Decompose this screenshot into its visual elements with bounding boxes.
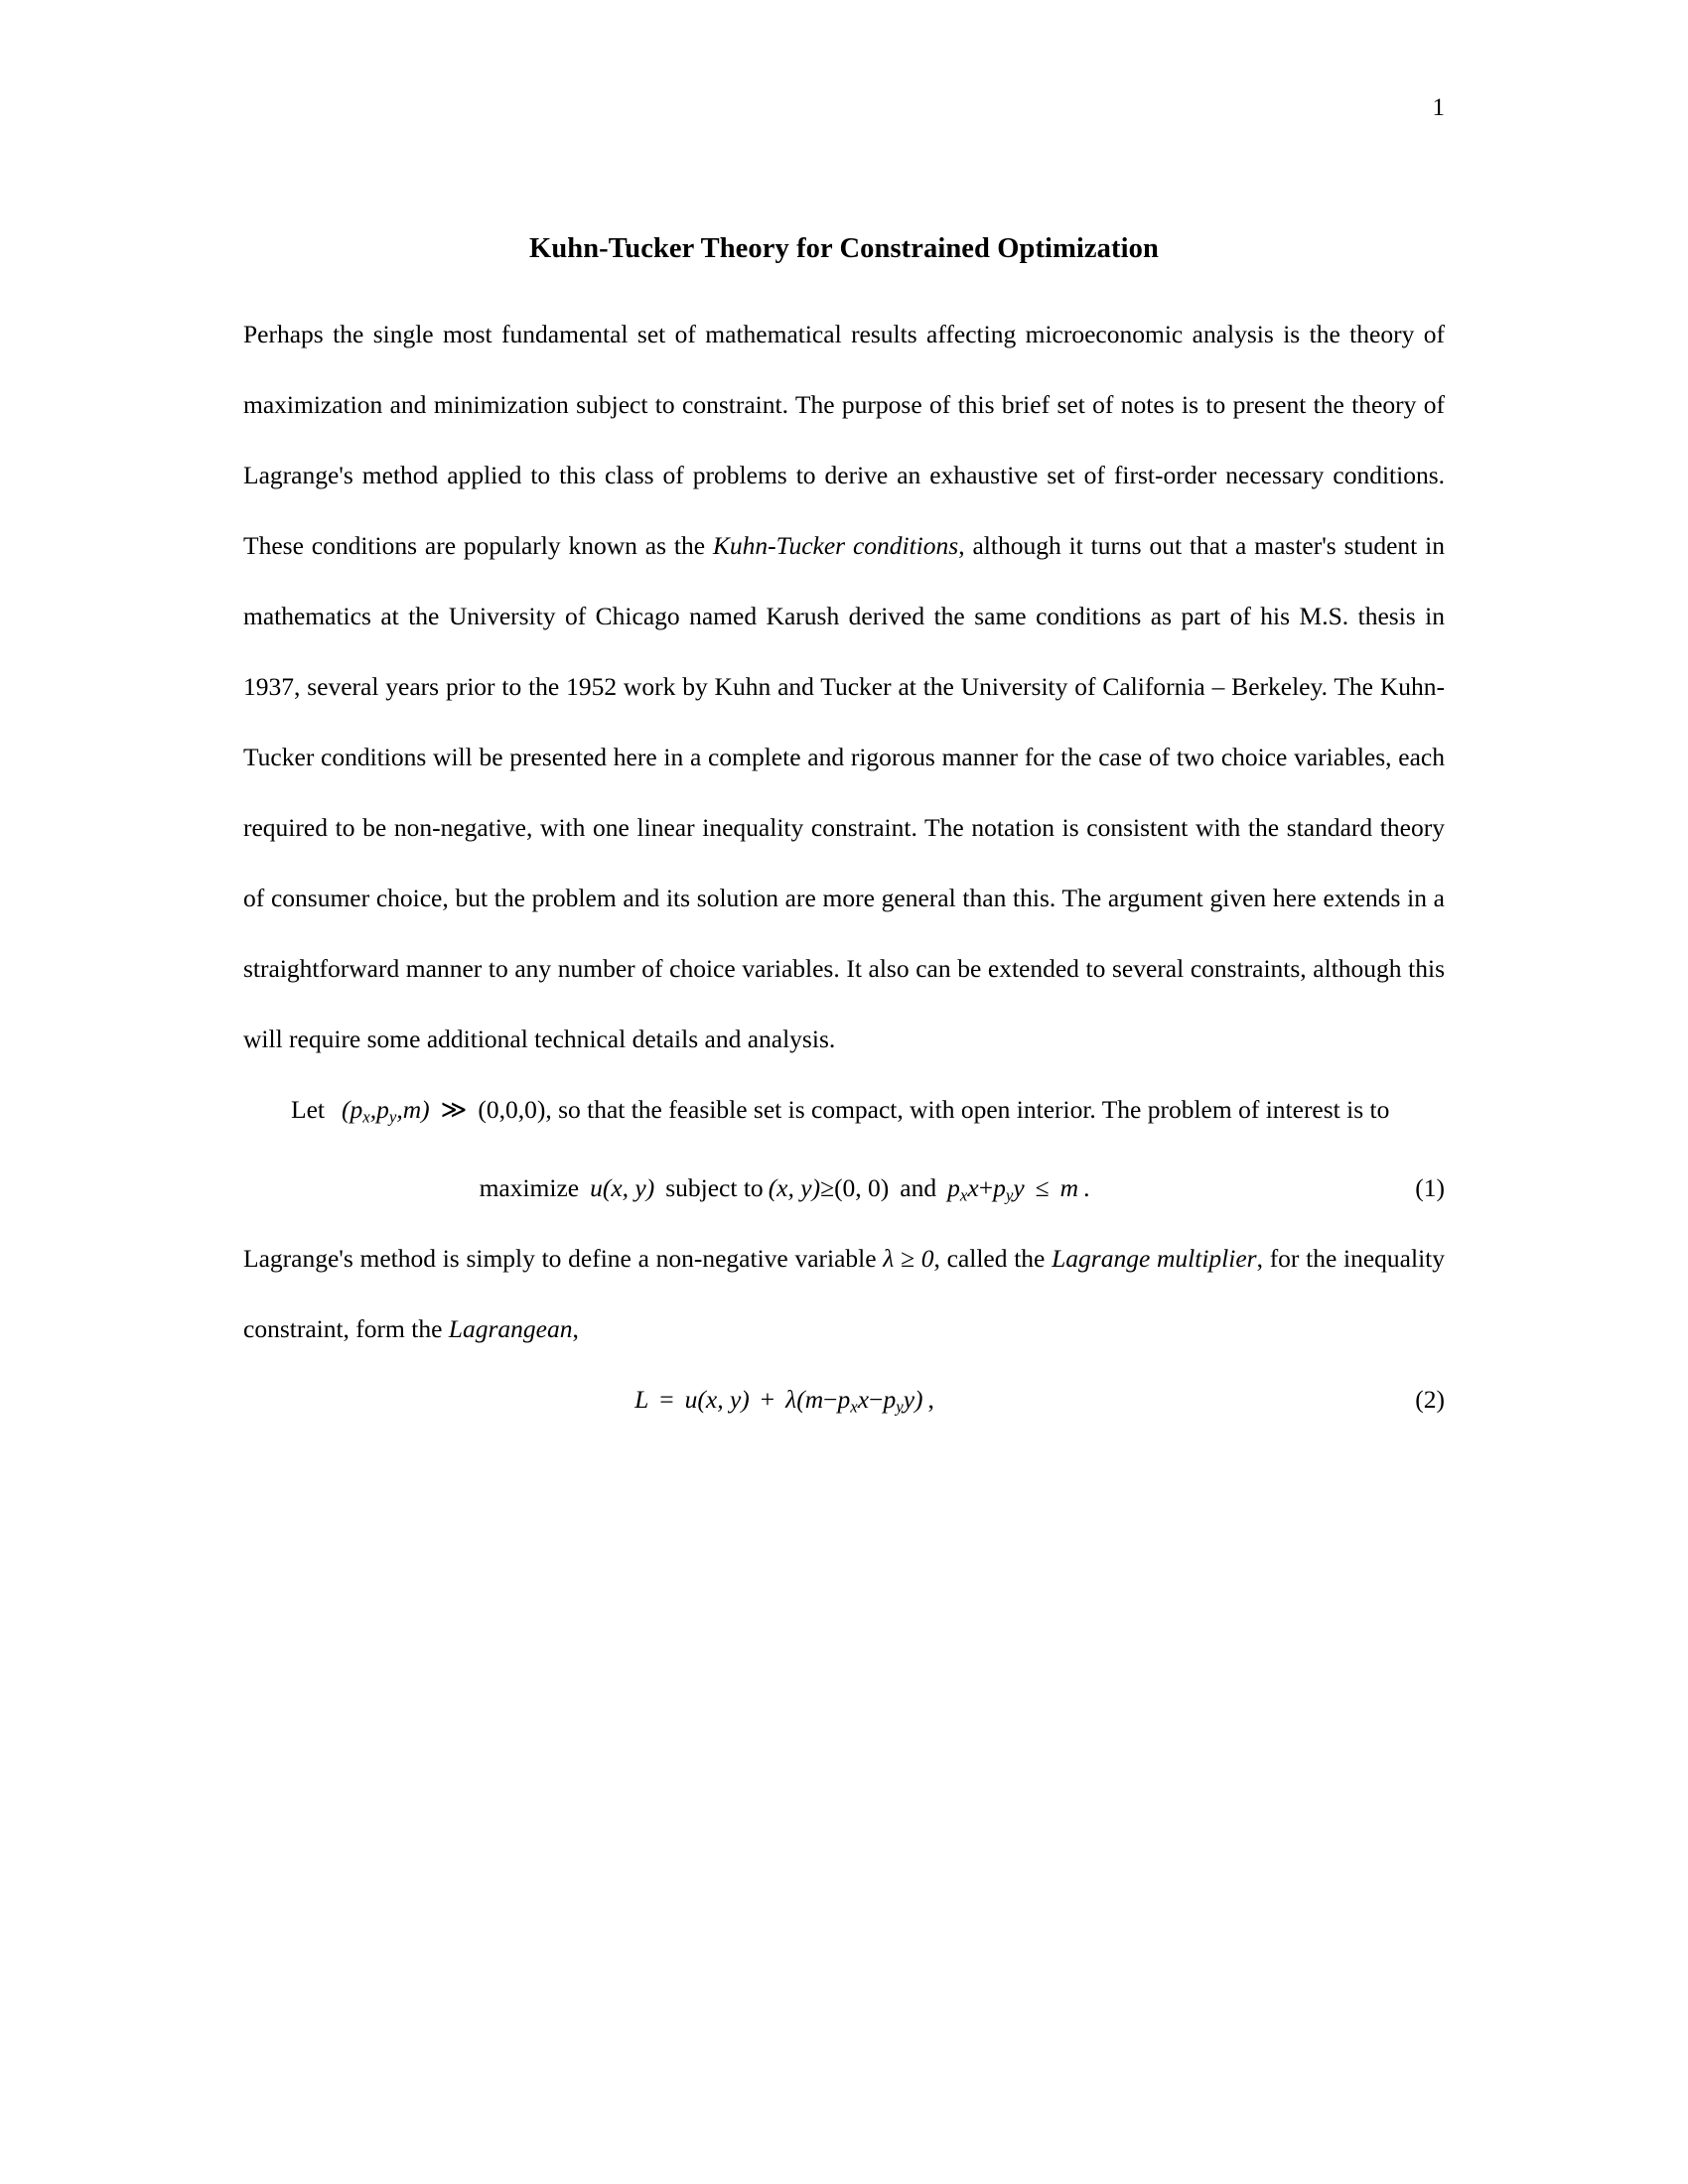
term-lagrangean: Lagrangean xyxy=(448,1313,573,1343)
term-lagrange-multiplier: Lagrange multiplier xyxy=(1052,1243,1257,1273)
eq1-geq-symbol: ≥ xyxy=(820,1172,835,1202)
paragraph-lagrange-part1: Lagrange's method is simply to define a non-negative variable xyxy=(243,1243,884,1273)
paragraph-intro xyxy=(243,299,1445,1074)
paragraph-lagrange-part3: , for the inequality constraint, form the xyxy=(243,1243,1445,1343)
equation-2-number: (2) xyxy=(1415,1384,1445,1414)
eq2-price-x-sub: x xyxy=(850,1397,858,1417)
eq2-lambda: λ xyxy=(785,1384,797,1414)
page-title: Kuhn-Tucker Theory for Constrained Optimization xyxy=(529,233,1159,264)
equation-1-body xyxy=(243,1153,1445,1231)
much-greater-than-symbol: ≫ xyxy=(440,1095,468,1124)
eq2-equals-symbol: = xyxy=(659,1384,674,1414)
eq1-quantity-y: y xyxy=(1013,1172,1025,1202)
eq1-price-x-sub: x xyxy=(959,1185,968,1205)
eq1-utility-args: (x, y) xyxy=(602,1172,655,1202)
paragraph-setup-lead: Let xyxy=(291,1095,325,1124)
equation-2-body xyxy=(243,1364,1445,1442)
eq2-quantity-x: x xyxy=(857,1384,870,1414)
eq2-lagrangean-L: L xyxy=(634,1384,649,1414)
eq2-price-y: p xyxy=(883,1384,897,1414)
eq1-leq-symbol: ≤ xyxy=(1035,1172,1050,1202)
eq2-price-x: p xyxy=(837,1384,851,1414)
paragraph-setup xyxy=(243,1074,1445,1153)
eq2-price-y-sub: y xyxy=(896,1397,904,1417)
price-vector-m-close: ,m) xyxy=(396,1095,430,1124)
eq1-quantity-x: x xyxy=(967,1172,979,1202)
eq1-price-y: p xyxy=(993,1172,1006,1202)
eq2-utility-u: u xyxy=(684,1384,698,1414)
eq2-paren-close: ) xyxy=(914,1384,923,1414)
price-vector-open: (p xyxy=(341,1095,363,1124)
paragraph-lagrange-part4: , xyxy=(572,1313,579,1343)
eq1-income-m: m xyxy=(1059,1172,1079,1202)
eq1-and: and xyxy=(900,1172,937,1202)
eq1-choice-vector: (x, y) xyxy=(768,1172,821,1202)
eq2-income-m: m xyxy=(804,1384,824,1414)
price-vector-sub-y: y xyxy=(388,1107,397,1127)
equation-1-number: (1) xyxy=(1415,1172,1445,1202)
eq1-plus-symbol: + xyxy=(978,1172,994,1202)
zero-vector: (0,0,0) xyxy=(478,1095,546,1124)
paragraph-lagrange-part2: , called the xyxy=(933,1243,1053,1273)
paragraph-intro-text-part2: , although it turns out that a master's student in mathematics at the University of Chicago named Karush derived the same conditions as part of his M.S. thesis in 1937, several years prior to the 1952 work by Kuhn and Tucker at the University of California – Berkeley. The Kuhn-Tucker conditions will be presented here in a complete and rigorous manner for the case of two choice variables, each required to be non-negative, with one linear inequality constraint. The notation is consistent with the standard theory of consumer choice, but the problem and its solution are more general than this. The argument given here extends in a straightforward manner to any number of choice variables. It also can be extended to several constraints, although this will require some additional technical details and analysis. xyxy=(243,531,1445,1053)
eq2-plus-symbol: + xyxy=(760,1384,775,1414)
eq1-price-y-sub: y xyxy=(1005,1185,1014,1205)
eq1-zero-vector: (0, 0) xyxy=(834,1172,890,1202)
page-content xyxy=(243,233,1445,1434)
page-number: 1 xyxy=(1432,94,1445,121)
equation-1 xyxy=(243,1153,1445,1223)
eq1-subject-to: subject to xyxy=(665,1172,764,1202)
eq2-minus-symbol-2: − xyxy=(869,1384,884,1414)
eq2-minus-symbol-1: − xyxy=(823,1384,838,1414)
equation-2 xyxy=(243,1364,1445,1434)
price-vector-sub-x: x xyxy=(362,1107,370,1127)
term-kuhn-tucker-conditions: Kuhn-Tucker conditions xyxy=(712,531,959,560)
paragraph-intro-text-part1: Perhaps the single most fundamental set of mathematical results affecting microeconomic analysis is the theory of maximization and minimization subject to constraint. The purpose of this brief set of notes is to present the theory of Lagrange's method applied to this class of problems to derive an exhaustive set of first-order necessary conditions. These conditions are popularly known as the xyxy=(243,320,1445,560)
lambda-nonneg: λ ≥ 0 xyxy=(883,1243,934,1273)
eq1-period: . xyxy=(1083,1172,1090,1202)
paragraph-lagrange xyxy=(243,1223,1445,1364)
eq2-quantity-y: y xyxy=(903,1384,915,1414)
price-vector-comma-p: ,p xyxy=(369,1095,389,1124)
eq2-utility-args: (x, y) xyxy=(697,1384,750,1414)
paragraph-setup-rest: , so that the feasible set is compact, with open interior. The problem of interest is to xyxy=(545,1095,1390,1124)
eq2-paren-open: ( xyxy=(796,1384,805,1414)
eq2-comma: , xyxy=(927,1384,934,1414)
eq1-maximize: maximize xyxy=(479,1172,580,1202)
eq1-price-x: p xyxy=(947,1172,960,1202)
eq1-utility-u: u xyxy=(590,1172,603,1202)
